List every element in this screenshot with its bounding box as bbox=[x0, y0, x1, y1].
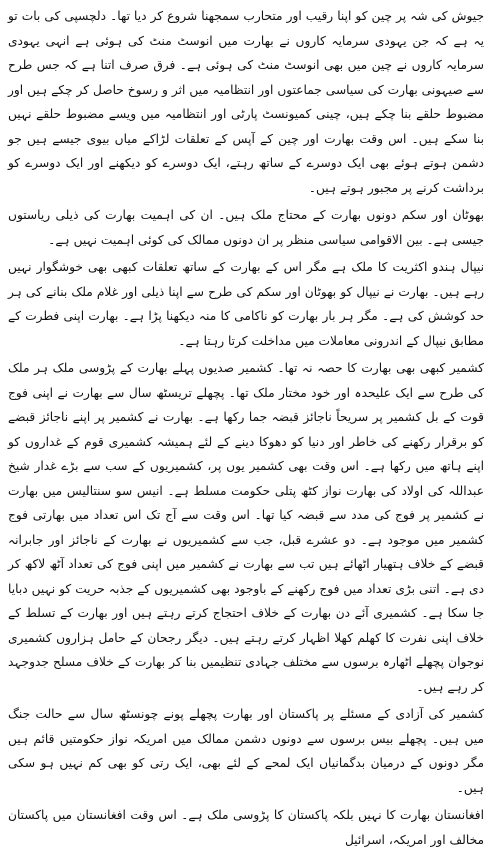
paragraph-china-india-relations: جیوش کی شہ پر چین کو اپنا رقیب اور متحارب سمجھنا شروع کر دیا تھا۔ دلچسپی کی بات تو یہ ہے کہ جن یہودی سرمایہ کاروں نے بھارت میں انوسٹ منٹ کی ہوئی ہے انہی یہودی سرمایہ کاروں نے چین میں بھی انوسٹ منٹ کی ہوئی ہے۔ فرق صرف اتنا ہے کہ جس طرح سے صیہونی بھارت کی سیاسی جماعتوں اور انتظامیہ میں اثر و رسوخ حاصل کر چکے ہیں اور مضبوط حلقے بنا چکے ہیں، چینی کمیونسٹ پارٹی اور انتظامیہ میں ویسے مضبوط حلقے نہیں بنا سکے ہیں۔ اس وقت بھارت اور چین کے آپس کے تعلقات لڑاکے میاں بیوی جیسے ہیں جو دشمن ہوتے ہوئے بھی ایک دوسرے کے ساتھ رہتے، ایک دوسرے کو دیکھنے اور ایک دوسرے کو برداشت کرنے پر مجبور ہوتے ہیں۔ bbox=[8, 9, 484, 195]
paragraph-bhutan-sikkim: بھوٹان اور سکم دونوں بھارت کے محتاج ملک ہیں۔ ان کی اہمیت بھارت کی ذیلی ریاستوں جیسی ہے۔ بین الاقوامی سیاسی منظر پر ان دونوں ممالک کی کوئی اہمیت نہیں ہے۔ bbox=[8, 208, 484, 247]
paragraph-nepal: نیپال ہندو اکثریت کا ملک ہے مگر اس کے بھارت کے ساتھ تعلقات کبھی بھی خوشگوار نہیں رہے ہیں۔ بھارت نے نیپال کو بھوٹان اور سکم کی طرح سے اپنا ذیلی اور غلام ملک بنانے کی ہر حد کوشش کی ہے۔ مگر ہر بار بھارت کو ناکامی کا منہ دیکھنا پڑا ہے۔ بھارت اپنی فطرت کے مطابق نیپال کے اندرونی معاملات میں مداخلت کرتا رہتا ہے۔ bbox=[8, 260, 484, 348]
paragraph-afghanistan: افغانستان بھارت کا نہیں بلکہ پاکستان کا پڑوسی ملک ہے۔ اس وقت افغانستان میں پاکستان مخالف اور امریکہ، اسرائیل bbox=[8, 808, 484, 847]
paragraph-pakistan-india-war: کشمیر کی آزادی کے مسئلے پر پاکستان اور بھارت پچھلے پونے چونسٹھ سال سے حالت جنگ میں ہیں۔ پچھلے بیس برسوں سے دونوں دشمن ممالک میں امریکہ نواز حکومتیں قائم ہیں مگر دونوں کے درمیان بدگمانیاں ایک لمحے کے لئے بھی، ایک رتی کو بھی کم نہیں ہو سکی ہیں۔ bbox=[8, 707, 484, 795]
paragraph-kashmir: کشمیر کبھی بھی بھارت کا حصہ نہ تھا۔ کشمیر صدیوں پہلے بھارت کے پڑوسی ملک ہر ملک کی طرح سے ایک علیحدہ اور خود مختار ملک تھا۔ پچھلے تریسٹھ سال سے بھارت نے اپنی فوج قوت کے بل کشمیر پر سریحاً ناجائز قبضہ جما رکھا ہے۔ بھارت نے کشمیر پر اپنے ناجائز قبضے کو برقرار رکھنے کی خاطر اور دنیا کو دھوکا دینے کے لئے ہمیشہ کشمیری قوم کے غداروں کو اپنے ہاتھ میں رکھا ہے۔ اس وقت بھی کشمیر یوں پر، کشمیریوں کے سب سے بڑے غدار شیخ عبداللہ کی اولاد کی بھارت نواز کٹھ پتلی حکومت مسلط ہے۔ انیس سو سنتالیس میں بھارت نے کشمیر پر فوج کی مدد سے قبضہ کیا تھا۔ اس وقت سے آج تک اس تعداد میں بھارتی فوج کشمیر میں موجود ہے۔ دو عشرے قبل، جب سے کشمیریوں نے بھارت کے ناجائز اور جابرانہ قبضے کے خلاف ہتھیار اٹھائے ہیں تب سے بھارت نے کشمیر میں اپنی فوج کی تعداد آٹھ لاکھ کر دی ہے۔ اتنی بڑی تعداد میں فوج رکھنے کے باوجود بھی کشمیریوں کے جذبہ حریت کو نہیں دبایا جا سکا ہے۔ کشمیری آئے دن بھارت کے خلاف احتجاج کرتے رہتے ہیں اور بھارت کے تسلط کے خلاف اپنی نفرت کا کھلم کھلا اظہار کرتے رہتے ہیں۔ دیگر رجحان کے حامل ہزاروں کشمیری نوجوان پچھلے اٹھارہ برسوں سے مختلف جہادی تنظیمیں بنا کر بھارت کے خلاف مسلح جدوجہد کر رہے ہیں۔ bbox=[8, 361, 485, 694]
